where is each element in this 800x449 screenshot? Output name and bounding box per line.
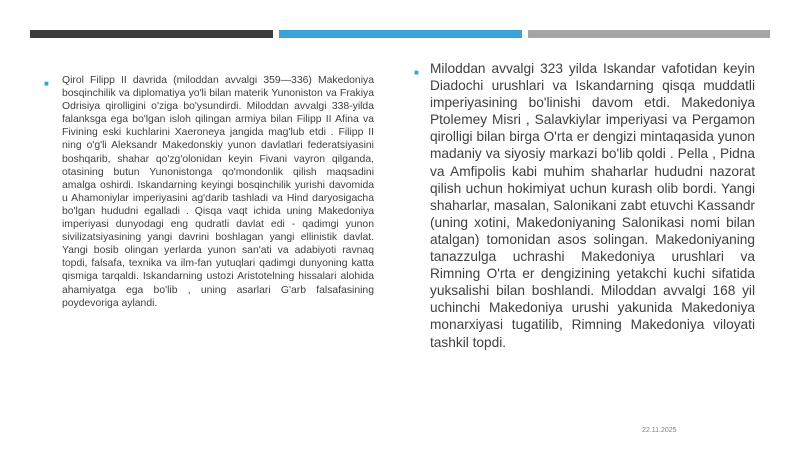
square-bullet-icon: ■ [44, 79, 49, 88]
right-text-column [414, 60, 755, 351]
left-paragraph: Qirol Filipp II davrida (miloddan avvalgi 359—336) Makedoniya bosqinchilik va diplomatiya yo'li bilan materik Yunoniston va Frakiya Odrisiya qirolligini o'ziga bo'ysundirdi. Miloddan avvalgi 338-yilda falanksga ega bo'lgan isloh qilingan armiya bilan Filipp II Afina va Fivining eski kuchlarini Xaeroneya jangida mag'lub etdi . Filipp II ning o'g'li Aleksandr Makedonskiy yunon davlatlari federatsiyasini boshqarib, shahar qo'zg'olonidan keyin Fivani vayron qilganda, otasining butun Yunonistonga qo'mondonlik qilish maqsadini amalga oshirdi. Iskandarning keyingi bosqinchilik yurishi davomida u Ahamoniylar imperiyasini ag'darib tashladi va Hind daryosigacha bo'lgan hududni egalladi . Qisqa vaqt ichida uning Makedoniya imperiyasi dunyodagi eng qudratli davlat edi - qadimgi yunon sivilizatsiyasining yangi davrini boshlagan yangi ellinistik davlat. Yangi bosib olingan yerlarda yunon san'ati va adabiyoti ravnaq topdi, falsafa, texnika va ilm-fan yutuqlari qadimgi dunyoning katta qismiga tarqaldi. Iskandarning ustozi Aristotelning hissalari alohida ahamiyatga ega bo'lib , uning asarlari G'arb falsafasining poydevoriga aylandi. [62, 75, 374, 309]
accent-bar-dark [30, 30, 273, 38]
square-bullet-icon: ■ [414, 68, 419, 77]
accent-bar-blue [279, 30, 522, 38]
accent-bar-gray [528, 30, 770, 38]
top-accent-bars [30, 30, 770, 38]
right-paragraph: Miloddan avvalgi 323 yilda Iskandar vafotidan keyin Diadochi urushlari va Iskandarning qisqa muddatli imperiyasining bo'linishi davom etdi. Makedoniya Ptolemey Misri , Salavkiylar imperiyasi va Pergamon qirolligi bilan birga O'rta er dengizi mintaqasida yunon madaniy va siyosiy markazi bo'lib qoldi . Pella , Pidna va Amfipolis kabi muhim shaharlar hududni nazorat qilish uchun hokimiyat uchun kurash olib bordi. Yangi shaharlar, masalan, Salonikani zabt etuvchi Kassandr (uning xotini, Makedoniyaning Salonikasi nomi bilan atalgan) tomonidan asos solingan. Makedoniyaning tanazzulga uchrashi Makedoniya urushlari va Rimning O'rta er dengizining yetakchi kuchi sifatida yuksalishi bilan boshlandi. Miloddan avvalgi 168 yil uchinchi Makedoniya urushi yakunida Makedoniya monarxiyasi tugatilib, Rimning Makedoniya viloyati tashkil topdi. [430, 61, 755, 350]
footer-date: 22.11.2025 [642, 427, 677, 434]
left-text-column [44, 74, 374, 310]
